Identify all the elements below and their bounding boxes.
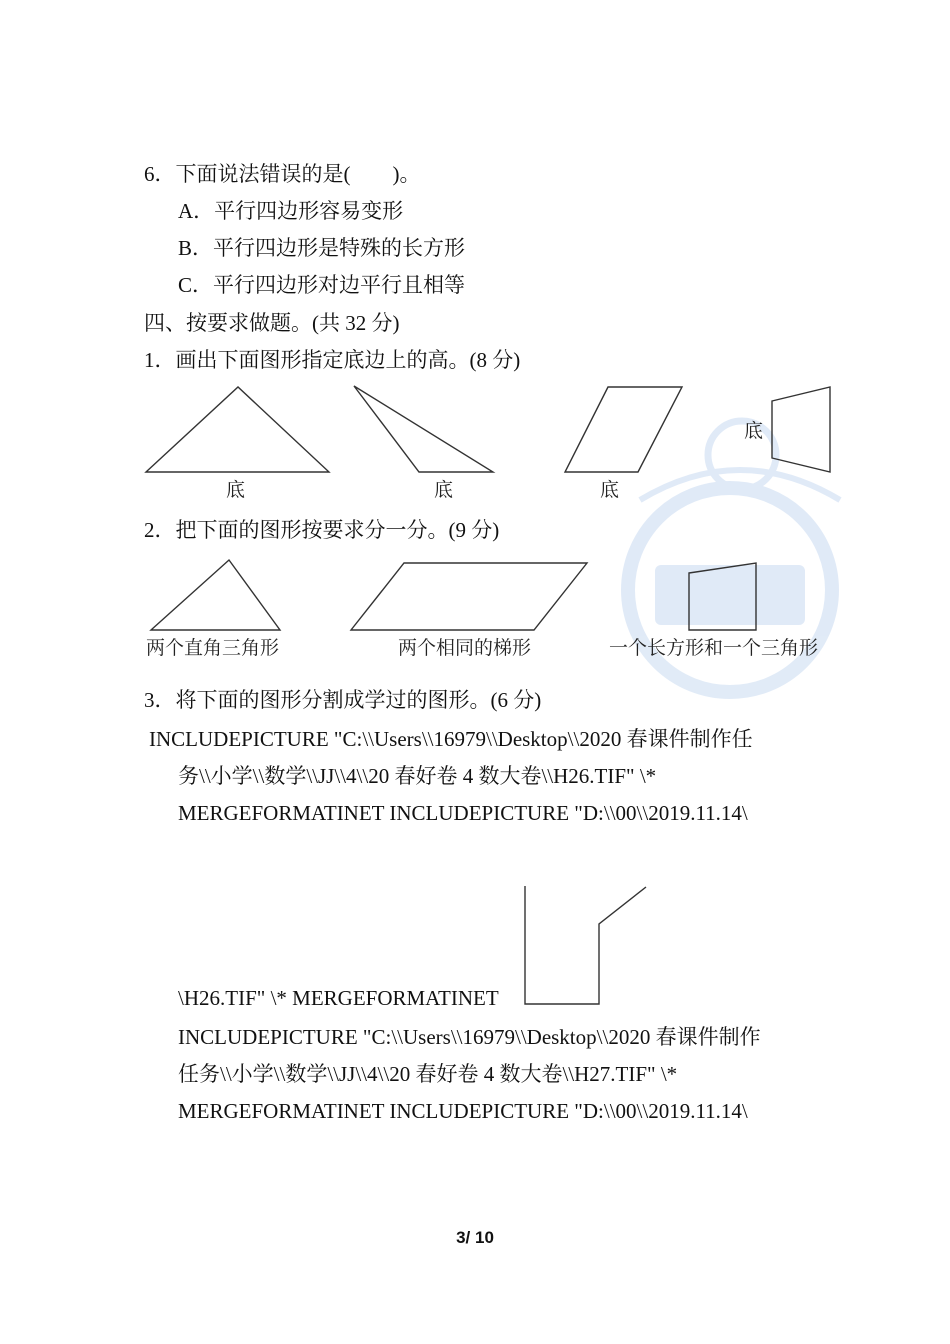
q6-option-b: B．平行四边形是特殊的长方形 [178,236,466,260]
q3-field-line-7: MERGEFORMATINET INCLUDEPICTURE "D:\\00\\2019.11.14\ [178,1099,748,1123]
q1-base-label-3: 底 [600,480,620,501]
q6-stem: 6．下面说法错误的是( )。 [144,162,421,186]
q3-field-line-5: INCLUDEPICTURE "C:\\Users\\16979\\Desktop\\2020 春课件制作 [178,1025,761,1049]
q2-caption-2: 两个相同的梯形 [398,638,532,659]
q1-base-label-1: 底 [226,480,246,501]
q1-trapezoid [772,387,830,472]
q3-field-line-3: MERGEFORMATINET INCLUDEPICTURE "D:\\00\\2019.11.14\ [178,801,748,825]
q3-field-line-6: 任务\\小学\\数学\\JJ\\4\\20 春好卷 4 数大卷\\H27.TIF" \* [178,1062,678,1086]
q6-option-a: A．平行四边形容易变形 [178,199,404,223]
page-number: 3/ 10 [456,1228,494,1247]
q3-stem: 3．将下面的图形分割成学过的图形。(6 分) [144,688,542,712]
q1-base-label-4: 底 [744,421,764,442]
q1-stem: 1．画出下面图形指定底边上的高。(8 分) [144,348,521,372]
q2-parallelogram [351,563,587,630]
q2-caption-3: 一个长方形和一个三角形 [609,638,819,659]
q1-base-label-2: 底 [434,480,454,501]
q3-field-line-4: \H26.TIF" \* MERGEFORMATINET [178,986,499,1010]
q6-option-c: C．平行四边形对边平行且相等 [178,273,466,297]
q2-stem: 2．把下面的图形按要求分一分。(9 分) [144,518,500,542]
q2-triangle [151,560,280,630]
q1-parallelogram [565,387,682,472]
q3-field-line-1: INCLUDEPICTURE "C:\\Users\\16979\\Desktop\\2020 春课件制作任 [149,727,753,751]
q1-triangle-2 [354,386,493,472]
q1-triangle-1 [146,387,329,472]
section4-heading: 四、按要求做题。(共 32 分) [144,311,400,335]
q3-field-line-2: 务\\小学\\数学\\JJ\\4\\20 春好卷 4 数大卷\\H26.TIF" \* [178,764,657,788]
q3-figure [525,886,646,1004]
q2-caption-1: 两个直角三角形 [146,638,280,659]
